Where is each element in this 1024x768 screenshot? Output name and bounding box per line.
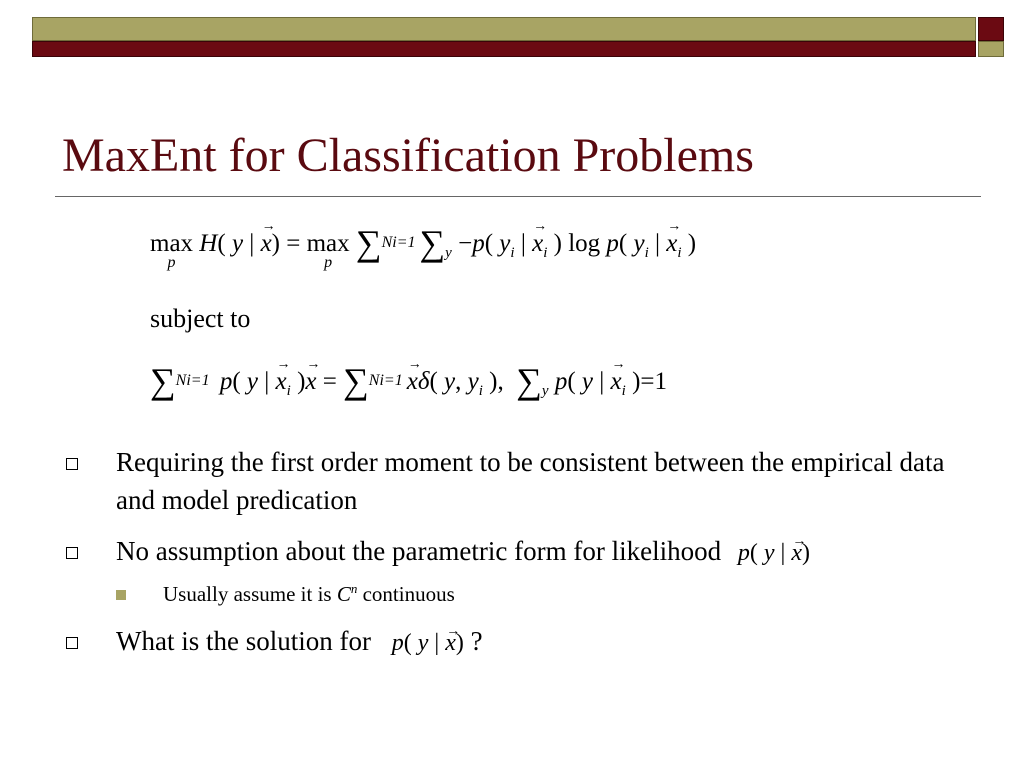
- constraint-equation: ∑Ni=1 p( y | → $x_i$ )→ x = ∑Ni=1→ xδ( y, $y_i$ ), $\sum_y$ p( y | → $x_i$ )=1: [150, 368, 667, 396]
- subject-to-label: subject to: [150, 304, 251, 333]
- bullet-square-icon: [66, 637, 78, 649]
- header-band-maroon: [32, 41, 976, 57]
- sub-bullet-square-icon: [116, 590, 126, 600]
- slide-title: MaxEnt for Classification Problems: [62, 129, 754, 182]
- bullet-text: Requiring the first order moment to be consistent between the empirical data and model predication: [116, 447, 945, 515]
- header-corner-square-olive: [978, 41, 1004, 57]
- header-band-olive: [32, 17, 976, 41]
- title-divider: [55, 196, 981, 197]
- bullet-square-icon: [66, 547, 78, 559]
- sub-bullet-text: Usually assume it is $C^n$ continuous: [163, 581, 455, 606]
- bullet-square-icon: [66, 458, 78, 470]
- header-corner-square-maroon: [978, 17, 1004, 41]
- bullet-text: What is the solution for p( y | → x) ?: [116, 622, 483, 662]
- bullet-text: No assumption about the parametric form for likelihood p( y | → x): [116, 532, 810, 572]
- objective-equation: max p H( y | → x) = max p ∑Ni=1 $\sum_y -p$( $y_i$ | → $x_i$ ) log p( $y_i$ | → $x_i$ ): [150, 230, 696, 258]
